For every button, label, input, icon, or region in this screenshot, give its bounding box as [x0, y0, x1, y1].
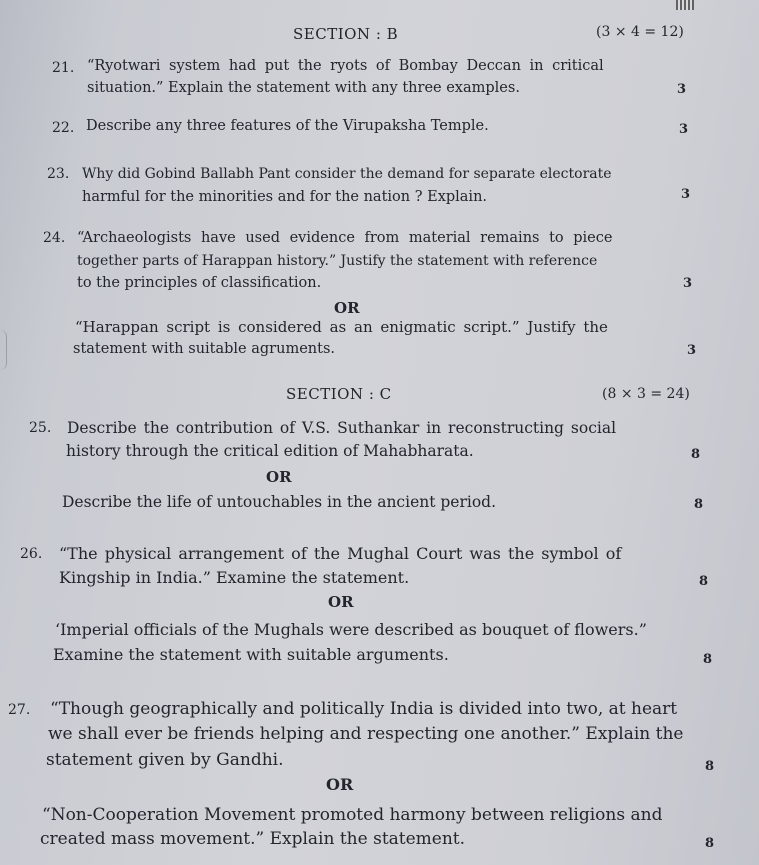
section-title: SECTION : B	[293, 25, 399, 43]
question-text: Why did Gobind Ballabh Pant consider the demand for separate electorate	[82, 166, 612, 182]
question-text: situation.” Explain the statement with any three examples.	[87, 80, 520, 96]
question-marks: 8	[694, 497, 704, 512]
question-text: “The physical arrangement of the Mughal Court was the symbol of	[59, 544, 622, 563]
qr-code-icon	[676, 0, 694, 10]
alternative-question-text: “Harappan script is considered as an enigmatic script.” Justify the	[75, 318, 608, 336]
question-number: 23.	[47, 166, 70, 182]
question-marks: 3	[679, 122, 689, 137]
question-marks: 3	[687, 343, 697, 358]
section-marks-total: (8 × 3 = 24)	[602, 386, 690, 402]
question-marks: 3	[677, 82, 687, 97]
question-text: Kingship in India.” Examine the statement.	[59, 568, 410, 587]
question-marks: 3	[683, 276, 693, 291]
question-number: 22.	[52, 120, 75, 136]
question-marks: 8	[703, 652, 713, 667]
section-marks-total: (3 × 4 = 12)	[596, 24, 684, 40]
or-label: OR	[328, 593, 354, 611]
question-marks: 8	[705, 759, 715, 774]
question-text: statement given by Gandhi.	[46, 750, 284, 770]
question-text: “Though geographically and politically India is divided into two, at heart	[50, 699, 678, 719]
or-label: OR	[334, 299, 360, 317]
question-number: 26.	[20, 546, 43, 562]
alternative-question-text: Describe the life of untouchables in the ancient period.	[62, 493, 497, 511]
question-text: history through the critical edition of Mahabharata.	[66, 442, 474, 460]
alternative-question-text: ‘Imperial officials of the Mughals were described as bouquet of flowers.”	[55, 620, 647, 639]
question-text: to the principles of classification.	[77, 275, 322, 291]
section-title: SECTION : C	[286, 385, 392, 403]
question-number: 24.	[43, 230, 66, 246]
question-text: “Archaeologists have used evidence from material remains to piece	[77, 230, 613, 246]
alternative-question-text: “Non-Cooperation Movement promoted harmony between religions and	[42, 805, 663, 825]
question-text: together parts of Harappan history.” Justify the statement with reference	[77, 253, 598, 269]
question-number: 21.	[52, 60, 75, 76]
question-text: harmful for the minorities and for the nation ? Explain.	[82, 189, 488, 205]
question-marks: 8	[691, 447, 701, 462]
or-label: OR	[326, 775, 354, 794]
question-text: “Ryotwari system had put the ryots of Bombay Deccan in critical	[87, 58, 604, 74]
question-number: 27.	[8, 702, 31, 718]
alternative-question-text: statement with suitable agruments.	[73, 341, 335, 357]
question-marks: 8	[705, 836, 715, 851]
question-text: Describe the contribution of V.S. Suthankar in reconstructing social	[67, 419, 617, 437]
page-edge	[0, 330, 7, 370]
or-label: OR	[266, 468, 292, 486]
question-marks: 3	[681, 187, 691, 202]
alternative-question-text: Examine the statement with suitable arguments.	[53, 645, 449, 664]
question-text: Describe any three features of the Virupaksha Temple.	[86, 118, 489, 134]
question-number: 25.	[29, 420, 52, 436]
question-text: we shall ever be friends helping and respecting one another.” Explain the	[48, 724, 684, 744]
alternative-question-text: created mass movement.” Explain the statement.	[40, 829, 466, 849]
question-marks: 8	[699, 574, 709, 589]
